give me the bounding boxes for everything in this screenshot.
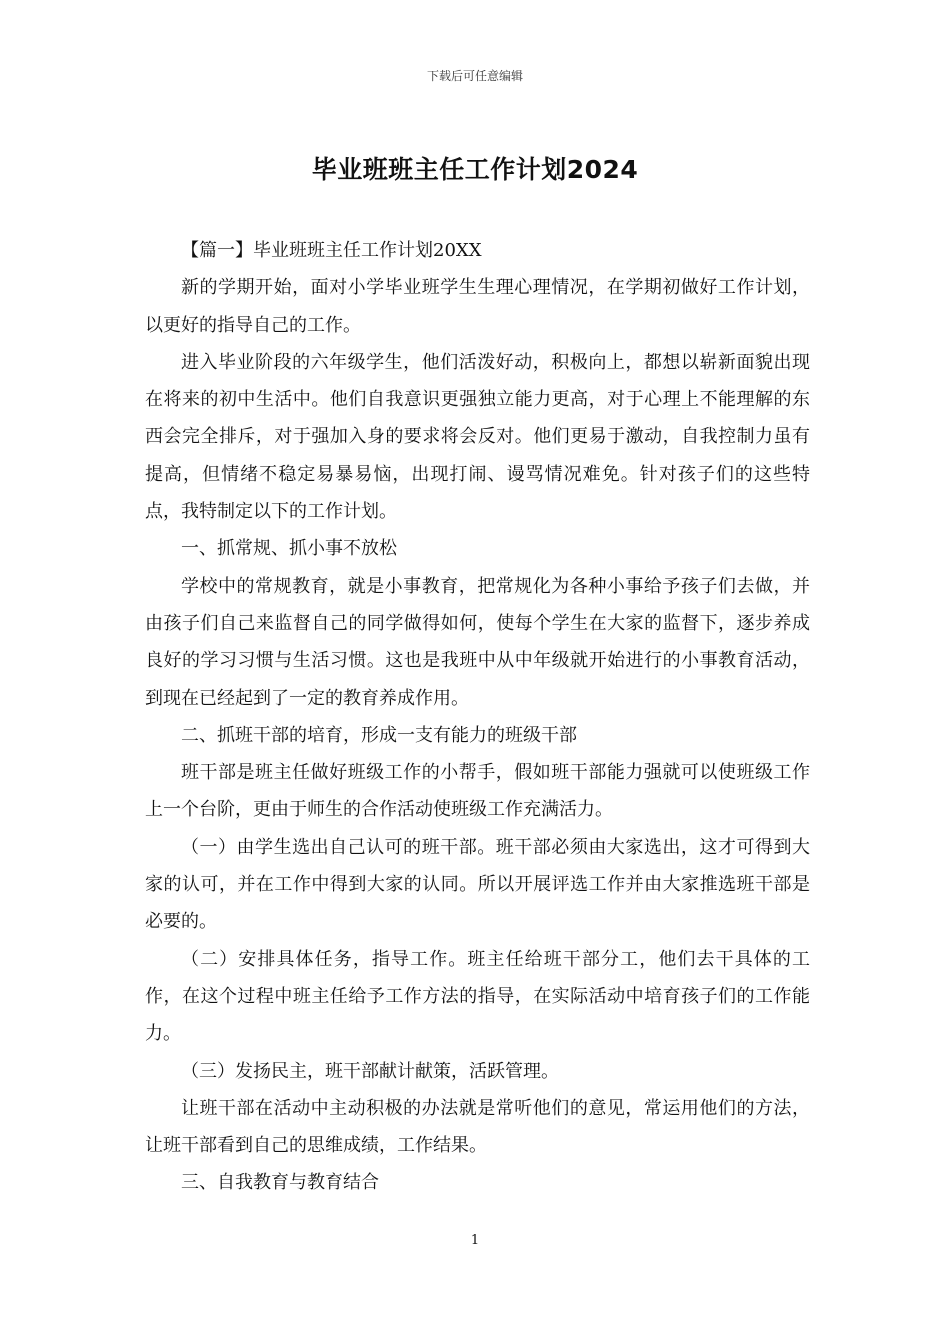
section-heading-2: 二、抓班干部的培育，形成一支有能力的班级干部 [181, 724, 577, 746]
paragraph: 让班干部在活动中主动积极的办法就是常听他们的意见，常运用他们的方法，让班干部看到自己的思维成绩，工作结果。 [145, 1097, 810, 1157]
section-heading-3: 三、自我教育与教育结合 [181, 1172, 379, 1194]
document-body [145, 232, 810, 1202]
sub-item-3: （三）发扬民主，班干部献计献策，活跃管理。 [181, 1060, 559, 1082]
section-heading-1: 一、抓常规、抓小事不放松 [181, 538, 397, 560]
page-number: 1 [470, 1233, 480, 1248]
sub-item-1: （一）由学生选出自己认可的班干部。班干部必须由大家选出，这才可得到大家的认可，并在工作中得到大家的认同。所以开展评选工作并由大家推选班干部是必要的。 [145, 836, 810, 933]
section-heading-part-one: 【篇一】毕业班班主任工作计划20XX [181, 240, 482, 261]
paragraph: 新的学期开始，面对小学毕业班学生生理心理情况，在学期初做好工作计划，以更好的指导自己的工作。 [145, 277, 810, 336]
header-note: 下载后可任意编辑 [426, 69, 523, 83]
paragraph: 班干部是班主任做好班级工作的小帮手，假如班干部能力强就可以使班级工作上一个台阶，更由于师生的合作活动使班级工作充满活力。 [145, 762, 810, 821]
paragraph: 学校中的常规教育，就是小事教育，把常规化为各种小事给予孩子们去做，并由孩子们自己来监督自己的同学做得如何，使每个学生在大家的监督下，逐步养成良好的学习习惯与生活习惯。这也是我班中从中年级就开始进行的小事教育活动，到现在已经起到了一定的教育养成作用。 [145, 575, 810, 709]
sub-item-2: （二）安排具体任务，指导工作。班主任给班干部分工，他们去干具体的工作，在这个过程中班主任给予工作方法的指导，在实际活动中培育孩子们的工作能力。 [145, 948, 810, 1045]
document-title: 毕业班班主任工作计划2024 [311, 155, 639, 184]
paragraph: 进入毕业阶段的六年级学生，他们活泼好动，积极向上，都想以崭新面貌出现在将来的初中生活中。他们自我意识更强独立能力更高，对于心理上不能理解的东西会完全排斥，对于强加入身的要求将会反对。他们更易于激动，自我控制力虽有提高，但情绪不稳定易暴易恼，出现打闹、谩骂情况难免。针对孩子们的这些特点，我特制定以下的工作计划。 [145, 351, 810, 523]
